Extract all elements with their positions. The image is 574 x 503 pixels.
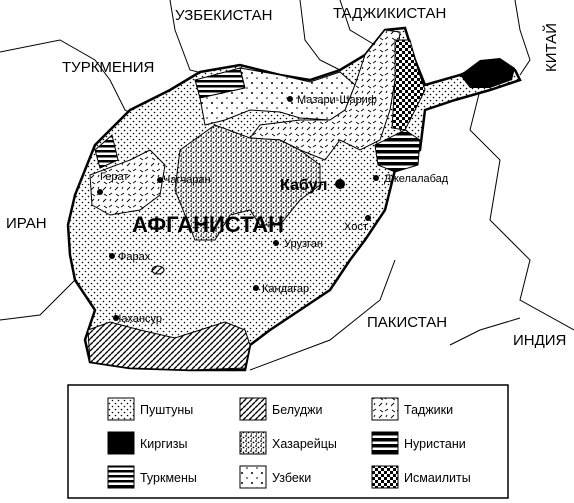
label-turkmenia: ТУРКМЕНИЯ	[62, 59, 155, 76]
legend-label-3: Туркмены	[140, 471, 197, 485]
label-herat: Герат	[100, 171, 129, 183]
legend-label-6: Узбеки	[272, 471, 312, 485]
legend-swatch-5	[240, 432, 266, 454]
label-mazar: Мазари-Шариф	[297, 94, 377, 106]
label-kandahar: Кандагар	[262, 283, 310, 295]
label-pakistan: ПАКИСТАН	[367, 314, 448, 331]
label-china: КИТАЙ	[543, 23, 560, 72]
legend-swatch-1	[108, 398, 134, 420]
label-india: ИНДИЯ	[513, 332, 567, 349]
legend-swatch-8	[372, 432, 398, 454]
label-iran: ИРАН	[6, 215, 47, 232]
legend-swatch-4	[240, 398, 266, 420]
legend-items	[108, 398, 471, 488]
city-farah-dot	[109, 253, 115, 259]
label-farah: Фарах	[118, 251, 151, 263]
map-title: АФГАНИСТАН	[132, 212, 284, 237]
city-uruzgan-dot	[273, 240, 279, 246]
legend-label-9: Исмаилиты	[404, 471, 471, 485]
legend-swatch-9	[372, 466, 398, 488]
label-kabul: Кабул	[280, 177, 328, 194]
legend-label-2: Киргизы	[140, 437, 188, 451]
legend-label-5: Хазарейцы	[272, 437, 337, 451]
label-jalalabad: Джелалабад	[384, 173, 449, 185]
city-herat-dot	[97, 189, 103, 195]
legend-swatch-3	[108, 466, 134, 488]
label-uruzgan: Урузган	[284, 238, 323, 250]
legend-swatch-2	[108, 432, 134, 454]
city-jalalabad-dot	[373, 175, 379, 181]
label-khost: Хост	[344, 221, 368, 233]
label-uzbekistan: УЗБЕКИСТАН	[175, 7, 273, 24]
legend-swatch-7	[372, 398, 398, 420]
legend-label-4: Белуджи	[272, 403, 323, 417]
city-kandahar-dot	[253, 285, 259, 291]
legend-label-8: Нуристани	[404, 437, 466, 451]
label-chakhansur: Чахансур	[114, 313, 163, 325]
lake	[152, 266, 164, 274]
legend-label-1: Пуштуны	[140, 403, 194, 417]
label-chagcharan: Чагчаран	[163, 174, 211, 186]
legend	[68, 385, 508, 498]
label-tajikistan: ТАДЖИКИСТАН	[333, 5, 447, 22]
city-mazar-dot	[287, 96, 293, 102]
legend-swatch-6	[240, 466, 266, 488]
legend-label-7: Таджики	[404, 403, 454, 417]
city-kabul-dot	[335, 179, 345, 189]
